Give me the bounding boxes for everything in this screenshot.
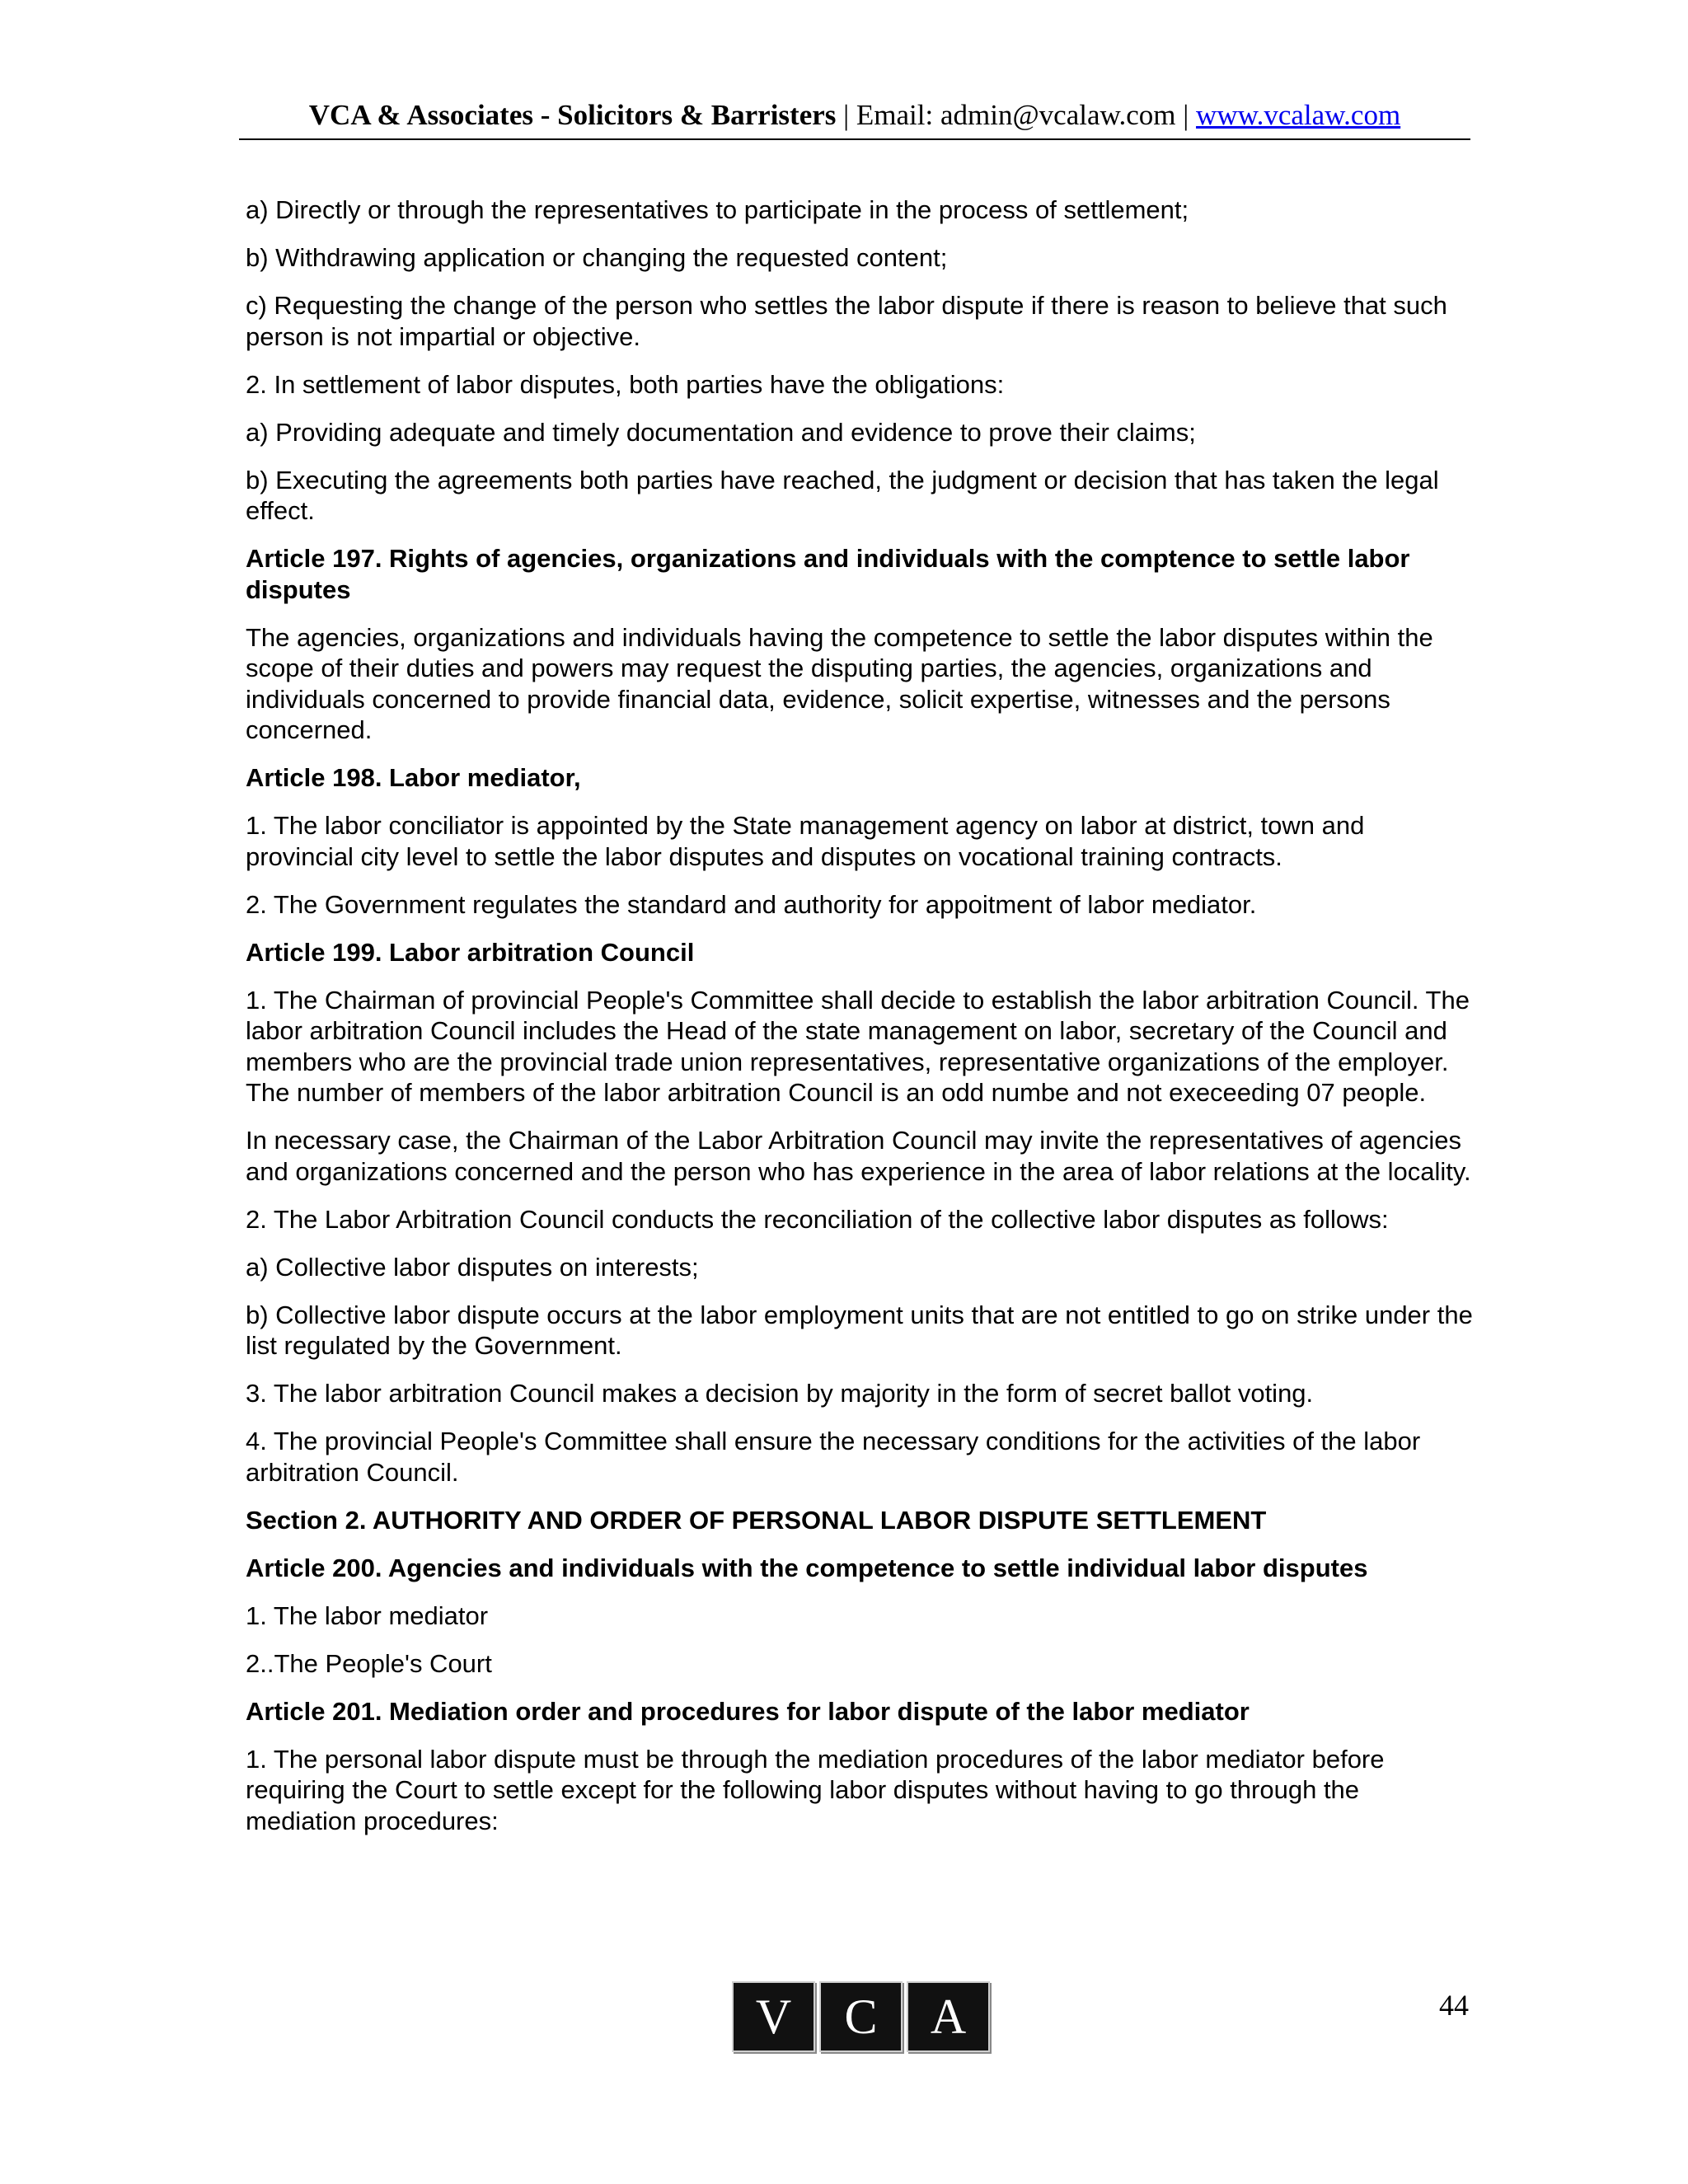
- website-link[interactable]: www.vcalaw.com: [1196, 99, 1401, 131]
- clause-paragraph: 2..The People's Court: [246, 1648, 492, 1678]
- article-197-heading: Article 197. Rights of agencies, organizations and individuals with the comptence to settle labor disputes: [246, 544, 1410, 604]
- logo-letter-a: A: [907, 1981, 990, 2052]
- header-email: Email: admin@vcalaw.com: [856, 99, 1176, 131]
- clause-paragraph: c) Requesting the change of the person who settles the labor dispute if there is reason to believe that such person is not impartial or objective.: [246, 291, 1447, 351]
- clause-paragraph: b) Executing the agreements both parties have reached, the judgment or decision that has taken the legal effect.: [246, 465, 1439, 525]
- clause-paragraph: b) Withdrawing application or changing the requested content;: [246, 243, 948, 272]
- clause-paragraph: 1. The labor conciliator is appointed by the State management agency on labor at district, town and provincial city level to settle the labor disputes and disputes on vocational training contracts.: [246, 811, 1365, 871]
- page-header: [239, 92, 1470, 140]
- firm-name: VCA & Associates - Solicitors & Barristers: [308, 99, 837, 131]
- clause-paragraph: 2. The Government regulates the standard and authority for appoitment of labor mediator.: [246, 889, 1257, 919]
- logo-letter-v: V: [732, 1981, 815, 2052]
- document-body: [246, 194, 1475, 1854]
- clause-paragraph: a) Providing adequate and timely documentation and evidence to prove their claims;: [246, 417, 1196, 447]
- header-separator: |: [836, 99, 856, 131]
- clause-paragraph: 2. The Labor Arbitration Council conducts the reconciliation of the collective labor disputes as follows:: [246, 1204, 1389, 1234]
- clause-paragraph: a) Directly or through the representatives to participate in the process of settlement;: [246, 195, 1189, 224]
- clause-paragraph: 1. The Chairman of provincial People's Committee shall decide to establish the labor arbitration Council. The labor arbitration Council includes the Head of the state management on labor, secretary of the Council and members who are the provincial trade union representatives, representative organizations of the employer. The number of members of the labor arbitration Council is an odd numbe and not execeeding 07 people.: [246, 985, 1470, 1107]
- article-198-heading: Article 198. Labor mediator,: [246, 763, 581, 792]
- clause-paragraph: 1. The labor mediator: [246, 1601, 489, 1630]
- section-2-heading: Section 2. AUTHORITY AND ORDER OF PERSONAL LABOR DISPUTE SETTLEMENT: [246, 1505, 1267, 1535]
- clause-paragraph: 4. The provincial People's Committee shall ensure the necessary conditions for the activities of the labor arbitration Council.: [246, 1427, 1421, 1487]
- clause-paragraph: 2. In settlement of labor disputes, both parties have the obligations:: [246, 369, 1005, 399]
- article-201-heading: Article 201. Mediation order and procedures for labor dispute of the labor mediator: [246, 1696, 1250, 1726]
- clause-paragraph: 3. The labor arbitration Council makes a decision by majority in the form of secret ballot voting.: [246, 1379, 1314, 1408]
- article-199-heading: Article 199. Labor arbitration Council: [246, 937, 695, 967]
- clause-paragraph: The agencies, organizations and individuals having the competence to settle the labor disputes within the scope of their duties and powers may request the disputing parties, the agencies, organizations and individuals concerned to provide financial data, evidence, solicit expertise, witnesses and the persons concerned.: [246, 622, 1433, 744]
- article-200-heading: Article 200. Agencies and individuals with the competence to settle individual labor disputes: [246, 1553, 1368, 1582]
- clause-paragraph: 1. The personal labor dispute must be through the mediation procedures of the labor mediator before requiring the Court to settle except for the following labor disputes without having to go through the mediation procedures:: [246, 1744, 1385, 1835]
- vca-logo: [732, 1981, 990, 2052]
- logo-letter-c: C: [819, 1981, 903, 2052]
- clause-paragraph: b) Collective labor dispute occurs at the labor employment units that are not entitled to go on strike under the list regulated by the Government.: [246, 1300, 1473, 1360]
- clause-paragraph: a) Collective labor disputes on interests;: [246, 1252, 699, 1282]
- page-number: 44: [1439, 1989, 1469, 2022]
- clause-paragraph: In necessary case, the Chairman of the Labor Arbitration Council may invite the representatives of agencies and organizations concerned and the person who has experience in the area of labor relations at the locality.: [246, 1126, 1471, 1186]
- header-separator: |: [1175, 99, 1197, 131]
